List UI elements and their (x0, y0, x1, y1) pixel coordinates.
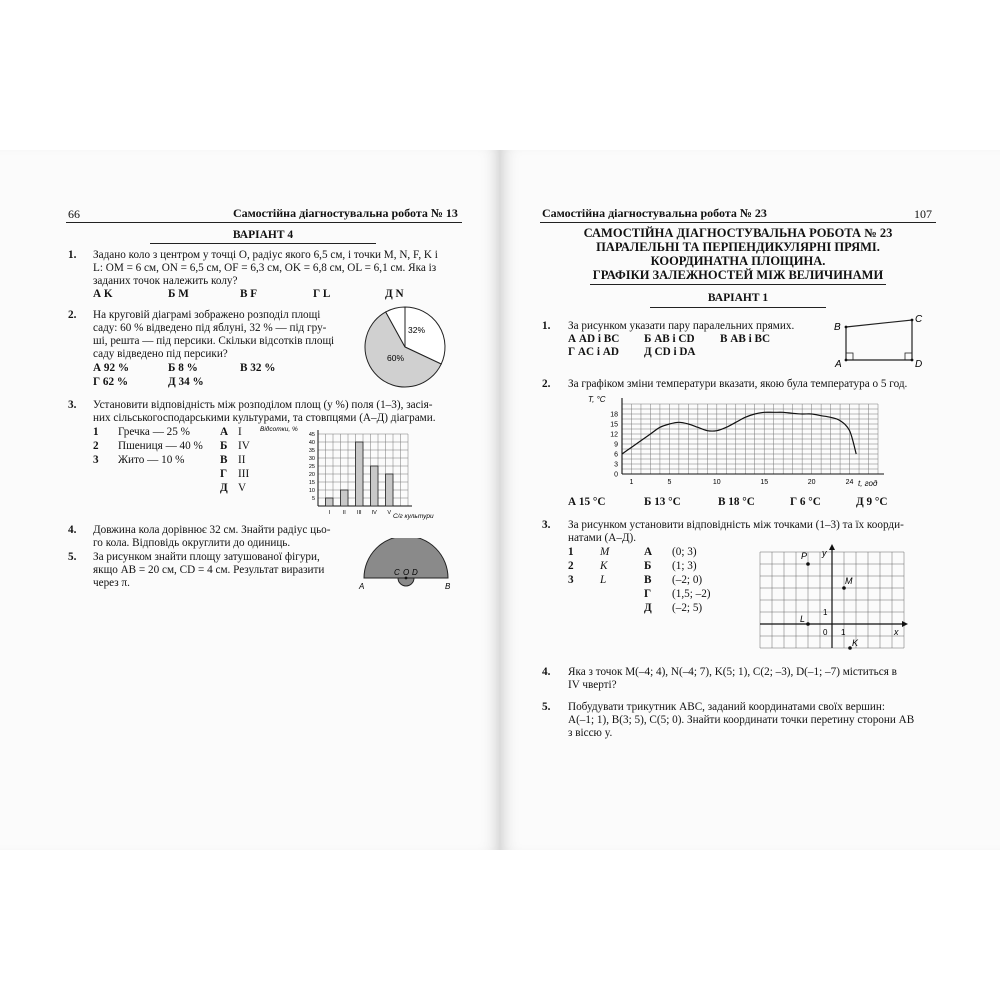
match-item-number: 1 (568, 546, 574, 558)
match-item: Гречка — 25 % (118, 426, 190, 438)
match-letter: А (644, 546, 653, 558)
match-letter: Г (220, 468, 228, 480)
q3-line-2: натами (А–Д). (568, 532, 637, 544)
label-l: L (800, 614, 806, 624)
answer-option: А 92 % (93, 362, 130, 374)
x-tick-label: III (356, 510, 362, 516)
question-number: 1. (542, 320, 551, 332)
match-value: IV (238, 440, 250, 452)
match-value: (0; 3) (672, 546, 697, 558)
x-tick-label: 24 (845, 479, 854, 486)
q2-line-2: саду: 60 % відведено під яблуні, 32 % — під гру- (93, 322, 327, 334)
q3-line-1: Установити відповідність між розподілом площ (у %) поля (1–3), засія- (93, 399, 433, 411)
answer-option: Г 6 °C (790, 496, 821, 508)
y-tick-label: 12 (610, 431, 618, 439)
q5-line-1: За рисунком знайти площу затушованої фігури, (93, 551, 320, 563)
match-letter: Б (644, 560, 652, 572)
bar (326, 498, 334, 506)
y-tick-label: 15 (308, 480, 315, 486)
label-c: C (394, 568, 400, 577)
answer-option: Д 9 °C (856, 496, 888, 508)
y-tick-label: 9 (614, 441, 618, 449)
label-b: B (445, 582, 451, 591)
question-number: 4. (68, 524, 77, 536)
x-tick-label: V (387, 510, 392, 516)
page-number: 107 (914, 207, 932, 221)
q1-line-1: Задано коло з центром у точці O, радіус якого 6,5 см, і точки M, N, F, K і (93, 249, 438, 261)
variant-rule (650, 307, 826, 308)
center-point (405, 577, 408, 580)
match-item-number: 2 (93, 440, 99, 452)
page-header: Самостійна діагностувальна робота № 13 (233, 206, 458, 220)
match-letter: В (220, 454, 228, 466)
q4-line-1: Довжина кола дорівнює 32 см. Знайти радіус цьо- (93, 524, 331, 536)
temp-ylabel: T, °C (588, 395, 606, 404)
match-item: M (600, 546, 610, 558)
bar (371, 466, 379, 506)
x-tick-label: 15 (760, 479, 769, 486)
label-b: B (834, 322, 841, 333)
y-tick-label: 35 (308, 448, 315, 454)
right-page (500, 150, 1000, 850)
variant-rule (150, 243, 376, 244)
y-tick-label: 3 (614, 461, 618, 469)
match-item-number: 2 (568, 560, 574, 572)
x-tick-label: IV (371, 510, 377, 516)
right-angle-a (846, 353, 853, 360)
label-d: D (412, 568, 418, 577)
question-number: 3. (542, 519, 551, 531)
label-a: A (359, 582, 365, 591)
answer-option: Г AC і AD (568, 346, 619, 358)
match-item: Пшениця — 40 % (118, 440, 203, 452)
label-o: O (403, 568, 410, 577)
answer-option: А K (93, 288, 113, 300)
match-item: L (600, 574, 607, 586)
q5-line-1: Побудувати трикутник ABC, заданий координатами своїх вершин: (568, 701, 885, 713)
title-line: ГРАФІКИ ЗАЛЕЖНОСТЕЙ МІЖ ВЕЛИЧИНАМИ (592, 268, 884, 282)
label-one-x: 1 (841, 628, 846, 637)
y-tick-label: 20 (308, 472, 315, 478)
label-c: C (915, 314, 923, 325)
label-p: P (801, 551, 808, 561)
page-header: Самостійна діагностувальна робота № 23 (542, 206, 767, 220)
x-axis-arrow (902, 621, 908, 627)
left-page (0, 150, 500, 850)
book-spread (0, 150, 1000, 850)
match-item-number: 3 (568, 574, 574, 586)
y-tick-label: 6 (614, 451, 618, 459)
answer-option: Б 13 °C (644, 496, 681, 508)
answer-option: В 32 % (240, 362, 276, 374)
q5-line-2: якщо AB = 20 см, CD = 4 см. Результат виразити (93, 564, 325, 576)
match-value: III (238, 468, 250, 480)
point-p (806, 562, 810, 566)
match-letter: Г (644, 588, 652, 600)
q2-line-1: На круговій діаграмі зображено розподіл площі (93, 309, 321, 321)
y-tick-label: 45 (308, 432, 315, 438)
match-letter: Б (220, 440, 228, 452)
temp-xlabel: t, год (858, 479, 878, 488)
point-l (806, 622, 810, 626)
match-value: (1,5; –2) (672, 588, 711, 600)
match-letter: Д (644, 602, 652, 614)
label-a: A (835, 359, 842, 370)
match-value: II (238, 454, 246, 466)
match-item: Жито — 10 % (118, 454, 185, 466)
x-tick-label: 5 (667, 479, 672, 486)
label-k: K (852, 638, 859, 648)
match-value: V (238, 482, 247, 494)
label-m: M (845, 576, 853, 586)
point-m (842, 586, 846, 590)
answer-option: В AB і BC (720, 333, 771, 345)
question-number: 4. (542, 666, 551, 678)
q2-text: За графіком зміни температури вказати, якою була температура о 5 год. (568, 378, 908, 390)
label-one-y: 1 (823, 608, 828, 617)
question-number: 3. (68, 399, 77, 411)
q3-line-2: них сільськогосподарськими культурами, та стовпцями (А–Д) діаграми. (93, 412, 436, 424)
variant-title: ВАРІАНТ 4 (232, 229, 294, 241)
question-number: 2. (542, 378, 551, 390)
x-tick-label: 10 (712, 479, 721, 486)
q4-line-2: го кола. Відповідь округлити до одиниць. (93, 537, 291, 549)
x-tick-label: 1 (629, 479, 634, 486)
y-tick-label: 18 (610, 411, 618, 419)
temperature-chart (586, 392, 906, 490)
answer-option: В 18 °C (718, 496, 755, 508)
bar (341, 490, 349, 506)
bar-xlabel: С/г культури (393, 513, 434, 520)
x-tick-label: 20 (807, 479, 816, 486)
match-value: (1; 3) (672, 560, 697, 572)
match-item-number: 3 (93, 454, 99, 466)
q4-line-1: Яка з точок M(–4; 4), N(–4; 7), K(5; 1), C(2; –3), D(–1; –7) міститься в (568, 666, 897, 678)
question-number: 2. (68, 309, 77, 321)
question-number: 1. (68, 249, 77, 261)
trapezoid-figure (830, 310, 930, 370)
bar (386, 474, 394, 506)
match-value: (–2; 5) (672, 602, 703, 614)
pie-label-60: 60% (387, 353, 405, 363)
question-number: 5. (68, 551, 77, 563)
coordinate-grid (756, 544, 908, 654)
match-letter: В (644, 574, 652, 586)
q5-line-2: A(–1; 1), B(3; 5), C(5; 0). Знайти координати точки перетину сторони AB (568, 714, 915, 726)
answer-option: Б 8 % (168, 362, 198, 374)
answer-option: А AD і BC (568, 333, 620, 345)
match-value: (–2; 0) (672, 574, 703, 586)
answer-option: Д 34 % (168, 376, 204, 388)
title-rule (590, 284, 886, 285)
q2-line-4: саду відведено під персики? (93, 348, 228, 360)
trapezoid-abcd (846, 320, 912, 360)
q2-line-3: ші, решта — під персики. Скільки відсотків площі (93, 335, 335, 347)
page-number: 66 (68, 207, 80, 221)
header-rule (540, 222, 936, 223)
answer-option: Г L (313, 288, 331, 300)
y-tick-label: 15 (610, 421, 618, 429)
variant-title: ВАРІАНТ 1 (707, 292, 769, 304)
bar-chart (258, 422, 463, 522)
label-zero: 0 (823, 628, 828, 637)
y-tick-label: 5 (311, 496, 315, 502)
y-tick-label: 0 (614, 471, 618, 479)
right-angle-d (905, 353, 912, 360)
match-item: K (600, 560, 608, 572)
bar (356, 442, 364, 506)
answer-option: Д CD і DA (644, 346, 696, 358)
answer-option: Д N (385, 288, 404, 300)
title-line: САМОСТІЙНА ДІАГНОСТУВАЛЬНА РОБОТА № 23 (583, 226, 893, 240)
answer-option: А 15 °C (568, 496, 606, 508)
match-value: I (238, 426, 242, 438)
answer-option: В F (240, 288, 258, 300)
q5-line-3: через π. (93, 577, 130, 589)
answer-option: Б M (168, 288, 189, 300)
bar-ylabel: Відсотки, % (260, 426, 298, 433)
title-line: ПАРАЛЕЛЬНІ ТА ПЕРПЕНДИКУЛЯРНІ ПРЯМІ. (596, 240, 880, 254)
q1-line-2: L: OM = 6 см, ON = 6,5 см, OF = 6,3 см, OK = 6,8 см, OL = 6,1 см. Яка із (93, 262, 437, 274)
match-letter: Д (220, 482, 228, 494)
y-tick-label: 30 (308, 456, 315, 462)
match-item-number: 1 (93, 426, 99, 438)
answer-option: Б AB і CD (644, 333, 695, 345)
y-tick-label: 40 (308, 440, 315, 446)
label-d: D (915, 359, 923, 370)
title-line: КООРДИНАТНА ПЛОЩИНА. (650, 254, 826, 268)
x-tick-label: II (342, 510, 346, 516)
semicircle-figure (358, 538, 458, 593)
header-rule (66, 222, 462, 223)
q1-text: За рисунком указати пару паралельних прямих. (568, 320, 795, 332)
y-tick-label: 10 (308, 488, 315, 494)
q5-line-3: з віссю y. (568, 727, 613, 739)
match-letter: А (220, 426, 229, 438)
q1-line-3: заданих точок належить колу? (93, 275, 238, 287)
answer-option: Г 62 % (93, 376, 129, 388)
y-axis-arrow (829, 544, 835, 550)
q3-line-1: За рисунком установити відповідність між точками (1–3) та їх коорди- (568, 519, 904, 531)
pie-label-32: 32% (408, 325, 426, 335)
label-y: y (822, 548, 827, 558)
label-x: x (894, 627, 899, 637)
q4-line-2: IV чверті? (568, 679, 617, 691)
pie-chart (362, 304, 448, 390)
y-tick-label: 25 (308, 464, 315, 470)
question-number: 5. (542, 701, 551, 713)
x-tick-label: I (328, 510, 331, 516)
